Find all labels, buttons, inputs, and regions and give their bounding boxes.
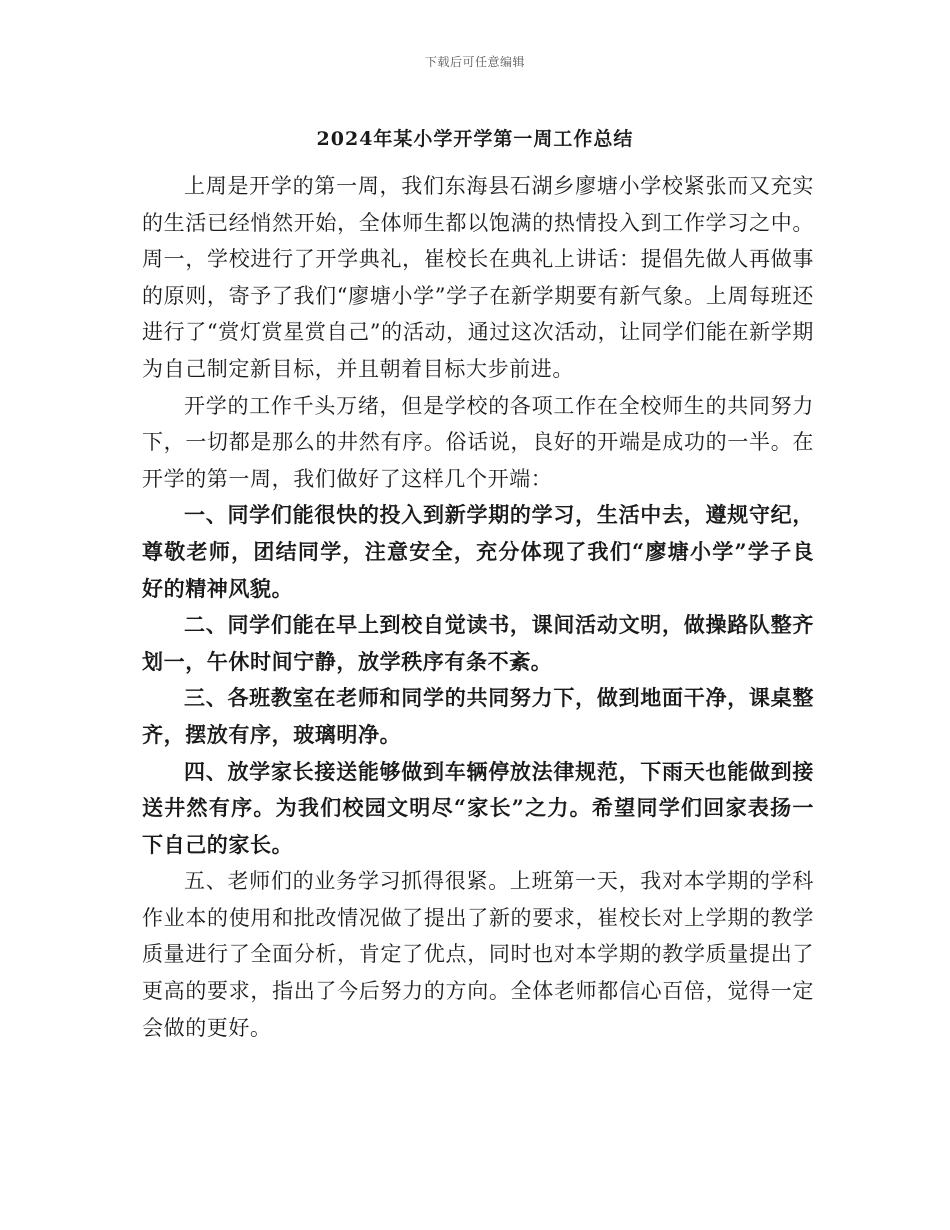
- paragraph-item-1: 一、同学们能很快的投入到新学期的学习，生活中去，遵规守纪，尊敬老师，团结同学，注意安全，充分体现了我们“廖塘小学”学子良好的精神风貌。: [142, 502, 814, 601]
- paragraph-overview: 开学的工作千头万绪，但是学校的各项工作在全校师生的共同努力下，一切都是那么的井然有序。俗话说，良好的开端是成功的一半。在开学的第一周，我们做好了这样几个开端：: [142, 393, 814, 491]
- document-body: [142, 168, 814, 1046]
- paragraph-intro: 上周是开学的第一周，我们东海县石湖乡廖塘小学校紧张而又充实的生活已经悄然开始，全体师生都以饱满的热情投入到工作学习之中。周一，学校进行了开学典礼，崔校长在典礼上讲话：提倡先做人再做事的原则，寄予了我们“廖塘小学”学子在新学期要有新气象。上周每班还进行了“赏灯赏星赏自己”的活动，通过这次活动，让同学们能在新学期为自己制定新目标，并且朝着目标大步前进。: [142, 174, 814, 381]
- paragraph-item-3: 三、各班教室在老师和同学的共同努力下，做到地面干净，课桌整齐，摆放有序，玻璃明净。: [142, 685, 814, 747]
- paragraph-item-4: 四、放学家长接送能够做到车辆停放法律规范，下雨天也能做到接送井然有序。为我们校园文明尽“家长”之力。希望同学们回家表扬一下自己的家长。: [142, 758, 814, 857]
- paragraph-item-5: 五、老师们的业务学习抓得很紧。上班第一天，我对本学期的学科作业本的使用和批改情况做了提出了新的要求，崔校长对上学期的教学质量进行了全面分析，肯定了优点，同时也对本学期的教学质量提出了更高的要求，指出了今后努力的方向。全体老师都信心百倍，觉得一定会做的更好。: [142, 869, 814, 1040]
- paragraph-item-2: 二、同学们能在早上到校自觉读书，课间活动文明，做操路队整齐划一，午休时间宁静，放学秩序有条不紊。: [142, 612, 814, 674]
- document-title: 2024年某小学开学第一周工作总结: [316, 128, 634, 150]
- header-note: 下载后可任意编辑: [424, 55, 525, 69]
